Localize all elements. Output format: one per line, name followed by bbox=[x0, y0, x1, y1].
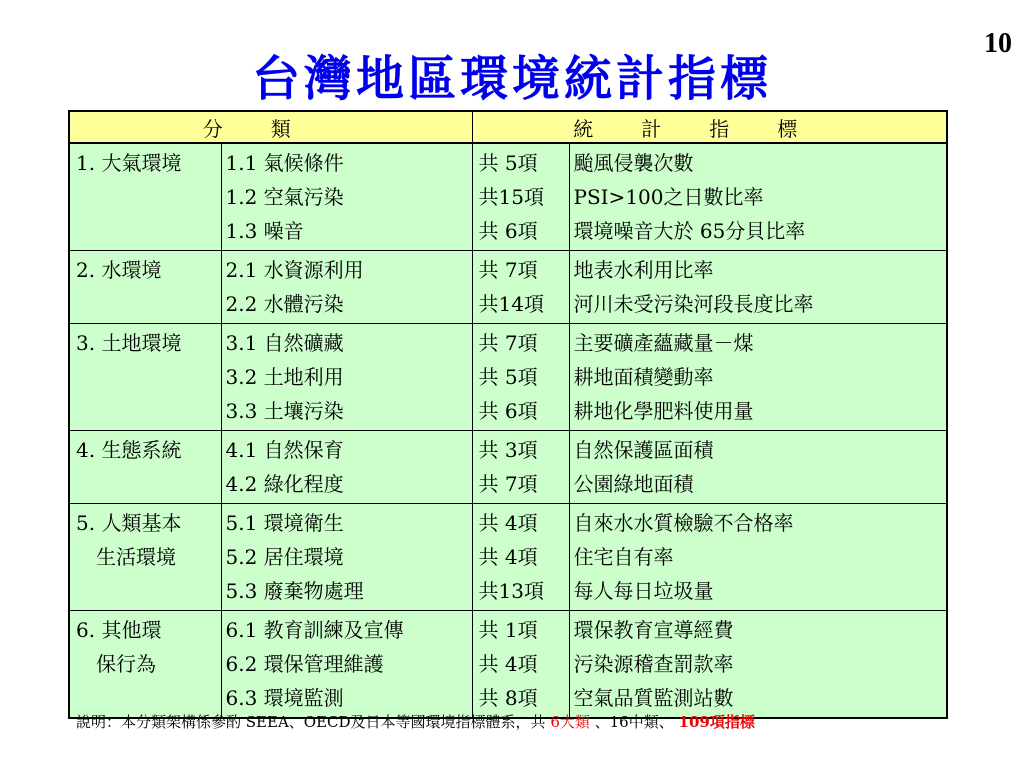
indicator-label: 耕地化學肥料使用量 bbox=[573, 399, 754, 423]
indicator-label: 自來水水質檢驗不合格率 bbox=[573, 511, 794, 535]
indicator-cell bbox=[569, 324, 947, 431]
indicator-count: 共 5項 bbox=[478, 365, 538, 389]
table-row bbox=[69, 504, 947, 611]
indicator-label: 污染源稽查罰款率 bbox=[573, 652, 734, 676]
indicator-label: 環境噪音大於 65分貝比率 bbox=[573, 219, 806, 243]
indicator-count: 共 4項 bbox=[478, 652, 538, 676]
subcategory-label: 2.2 水體污染 bbox=[225, 292, 344, 316]
indicator-cell bbox=[569, 431, 947, 504]
count-cell bbox=[472, 504, 569, 611]
subcategory-label: 3.3 土壤污染 bbox=[225, 399, 344, 423]
category-cell bbox=[69, 324, 221, 431]
page-title: 台灣地區環境統計指標 bbox=[251, 51, 772, 107]
subcategory-label: 6.3 環境監測 bbox=[225, 686, 344, 710]
subcategory-label: 4.2 綠化程度 bbox=[225, 472, 344, 496]
indicator-count: 共 6項 bbox=[478, 399, 538, 423]
count-cell bbox=[472, 251, 569, 324]
footnote-major-count: 6大類 bbox=[550, 713, 590, 731]
indicator-label: 颱風侵襲次數 bbox=[573, 151, 694, 175]
subcategory-cell bbox=[221, 504, 472, 611]
subcategory-label: 1.3 噪音 bbox=[225, 219, 304, 243]
subcategory-cell bbox=[221, 143, 472, 251]
table-row bbox=[69, 324, 947, 431]
indicator-count: 共 5項 bbox=[478, 151, 538, 175]
subcategory-label: 3.1 自然礦藏 bbox=[225, 331, 344, 355]
subcategory-cell bbox=[221, 251, 472, 324]
indicator-cell bbox=[569, 611, 947, 719]
indicator-table-wrap bbox=[68, 110, 946, 719]
indicator-count: 共 8項 bbox=[478, 686, 538, 710]
header-category: 分類 bbox=[69, 111, 472, 143]
indicator-label: 自然保護區面積 bbox=[573, 438, 714, 462]
indicator-label: 空氣品質監測站數 bbox=[573, 686, 734, 710]
category-label: 1. 大氣環境 bbox=[76, 151, 182, 175]
subcategory-label: 3.2 土地利用 bbox=[225, 365, 344, 389]
indicator-label: 每人每日垃圾量 bbox=[573, 579, 714, 603]
category-label: 6. 其他環 bbox=[76, 618, 162, 642]
indicator-cell bbox=[569, 251, 947, 324]
category-cell bbox=[69, 504, 221, 611]
indicator-count: 共 4項 bbox=[478, 545, 538, 569]
subcategory-label: 1.2 空氣污染 bbox=[225, 185, 344, 209]
table-row bbox=[69, 143, 947, 251]
category-label: 5. 人類基本 bbox=[76, 511, 182, 535]
indicator-cell bbox=[569, 504, 947, 611]
indicator-count: 共 4項 bbox=[478, 511, 538, 535]
table-body bbox=[69, 143, 947, 718]
category-label: 4. 生態系統 bbox=[76, 438, 182, 462]
count-cell bbox=[472, 143, 569, 251]
table-row bbox=[69, 611, 947, 719]
table-row bbox=[69, 431, 947, 504]
count-cell bbox=[472, 431, 569, 504]
table-header-row bbox=[69, 111, 947, 143]
indicator-count: 共14項 bbox=[478, 292, 544, 316]
subcategory-label: 4.1 自然保育 bbox=[225, 438, 344, 462]
page-number: 10 bbox=[984, 28, 1012, 59]
indicator-label: 主要礦產蘊藏量－煤 bbox=[573, 331, 754, 355]
indicator-count: 共 3項 bbox=[478, 438, 538, 462]
indicator-table bbox=[68, 110, 948, 719]
indicator-count: 共 7項 bbox=[478, 258, 538, 282]
footnote-total-count: 109項指標 bbox=[678, 713, 755, 731]
category-cell bbox=[69, 611, 221, 719]
indicator-count: 共 6項 bbox=[478, 219, 538, 243]
subcategory-label: 5.3 廢棄物處理 bbox=[225, 579, 364, 603]
indicator-label: 住宅自有率 bbox=[573, 545, 674, 569]
subcategory-label: 1.1 氣候條件 bbox=[225, 151, 344, 175]
footnote-middle-count: 、16中類、 bbox=[594, 713, 674, 731]
subcategory-label: 6.2 環保管理維護 bbox=[225, 652, 384, 676]
category-label: 3. 土地環境 bbox=[76, 331, 182, 355]
subcategory-label: 5.2 居住環境 bbox=[225, 545, 344, 569]
category-cell bbox=[69, 143, 221, 251]
indicator-count: 共 1項 bbox=[478, 618, 538, 642]
indicator-count: 共 7項 bbox=[478, 331, 538, 355]
indicator-cell bbox=[569, 143, 947, 251]
subcategory-label: 5.1 環境衛生 bbox=[225, 511, 344, 535]
category-label: 保行為 bbox=[76, 652, 156, 676]
indicator-count: 共 7項 bbox=[478, 472, 538, 496]
indicator-label: PSI>100之日數比率 bbox=[573, 185, 764, 209]
subcategory-label: 2.1 水資源利用 bbox=[225, 258, 364, 282]
category-label: 生活環境 bbox=[76, 545, 176, 569]
indicator-label: 河川未受污染河段長度比率 bbox=[573, 292, 814, 316]
category-cell bbox=[69, 431, 221, 504]
indicator-label: 公園綠地面積 bbox=[573, 472, 694, 496]
subcategory-cell bbox=[221, 611, 472, 719]
count-cell bbox=[472, 611, 569, 719]
indicator-count: 共13項 bbox=[478, 579, 544, 603]
indicator-count: 共15項 bbox=[478, 185, 544, 209]
indicator-label: 耕地面積變動率 bbox=[573, 365, 714, 389]
header-indicator: 統計指標 bbox=[472, 111, 947, 143]
category-label: 2. 水環境 bbox=[76, 258, 162, 282]
indicator-label: 地表水利用比率 bbox=[573, 258, 714, 282]
indicator-label: 環保教育宣導經費 bbox=[573, 618, 734, 642]
subcategory-cell bbox=[221, 324, 472, 431]
footnote bbox=[76, 711, 755, 732]
table-row bbox=[69, 251, 947, 324]
subcategory-cell bbox=[221, 431, 472, 504]
footnote-prefix: 說明：本分類架構係參酌 SEEA、OECD及日本等國環境指標體系，共 bbox=[76, 713, 546, 731]
category-cell bbox=[69, 251, 221, 324]
subcategory-label: 6.1 教育訓練及宣傳 bbox=[225, 618, 404, 642]
count-cell bbox=[472, 324, 569, 431]
